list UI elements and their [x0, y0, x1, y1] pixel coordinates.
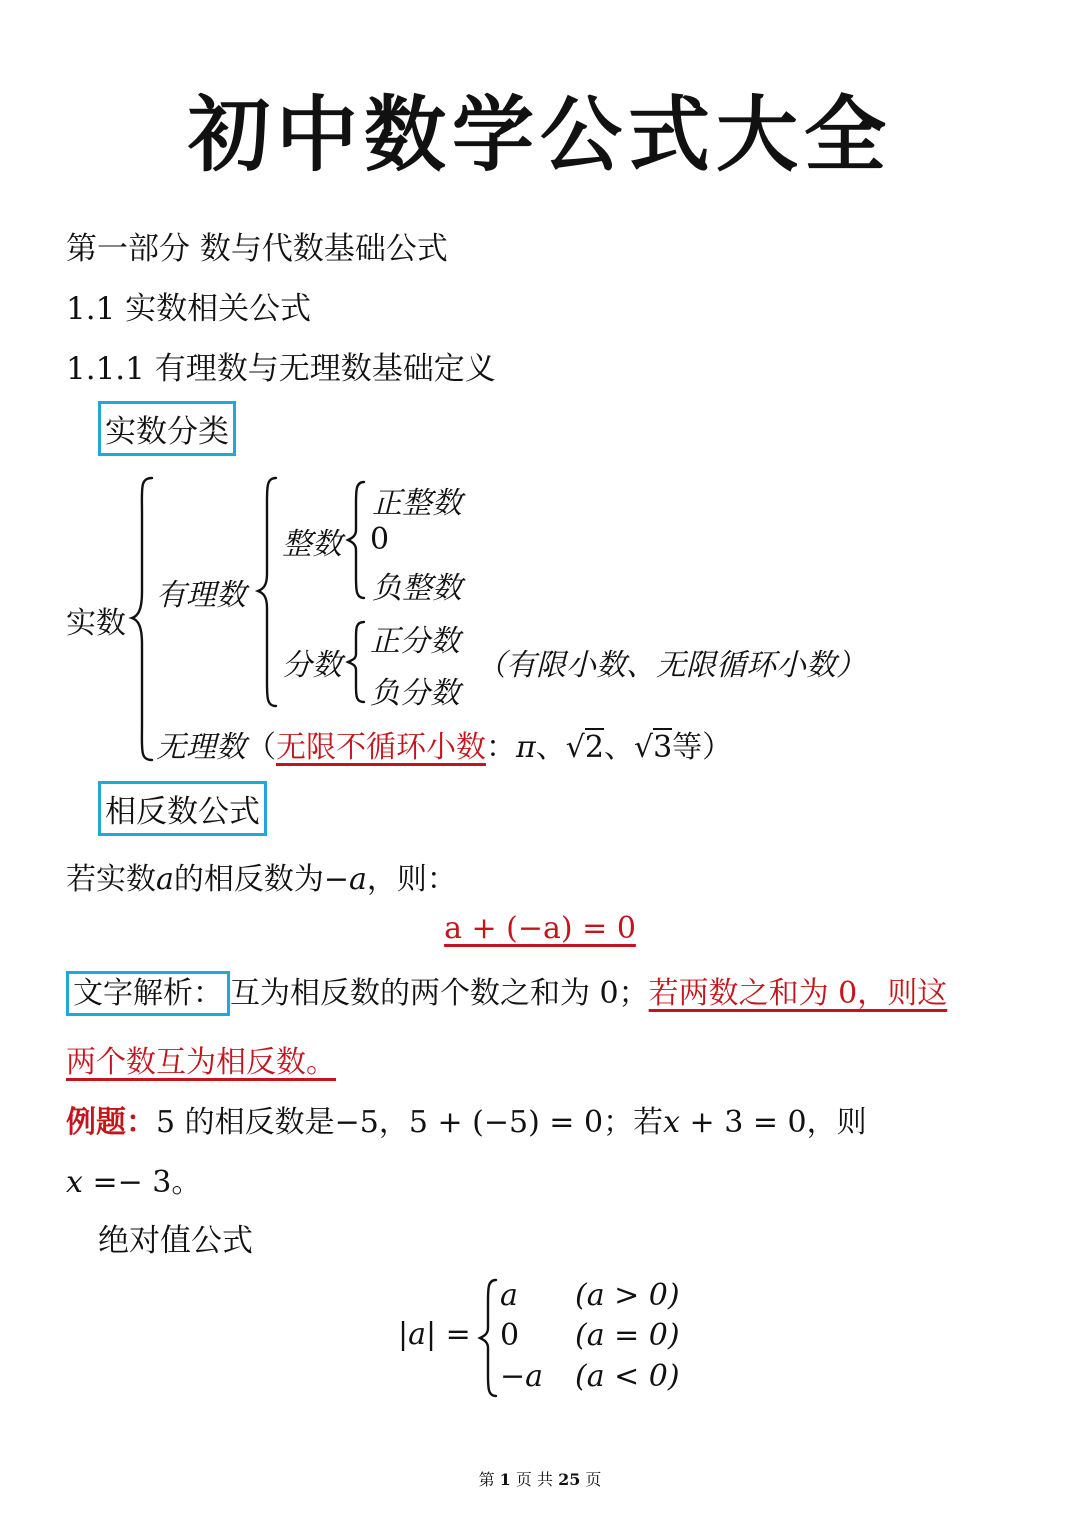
- statement-text: 若实数: [66, 862, 156, 897]
- negative-a: −a: [323, 862, 367, 897]
- sqrt2-value: 2: [584, 730, 604, 765]
- opposite-formula: a + (−a) = 0: [444, 911, 636, 946]
- footer-text: 第: [478, 1470, 500, 1489]
- fraction-label: 分数: [282, 648, 342, 683]
- irrational-colon: ：: [486, 730, 516, 765]
- variable-x: x: [663, 1105, 680, 1140]
- opposite-formula-label: 相反数公式: [98, 781, 267, 836]
- separator: 、: [603, 730, 634, 765]
- example-text: =− 3。: [82, 1165, 202, 1200]
- footer-text: 页 共: [510, 1470, 559, 1489]
- total-pages: 25: [558, 1470, 581, 1489]
- statement-text: ，则：: [366, 862, 457, 897]
- zero-label: 0: [370, 522, 390, 557]
- real-brace-icon: [128, 474, 158, 764]
- rational-label: 有理数: [156, 578, 246, 613]
- absolute-value-label: 绝对值公式: [98, 1223, 253, 1259]
- case-value: 0: [500, 1318, 520, 1353]
- fraction-note: （有限小数、无限循环小数）: [476, 648, 866, 683]
- positive-fraction-label: 正分数: [370, 624, 460, 659]
- fraction-brace-icon: [344, 618, 370, 706]
- case-value: a: [500, 1278, 518, 1313]
- example-label: 例题：: [66, 1105, 156, 1140]
- real-number-label: 实数: [66, 606, 126, 641]
- analysis-red-text: 若两数之和为 0，则这: [648, 976, 948, 1011]
- example-text: + 3 = 0，则: [680, 1105, 867, 1140]
- integer-brace-icon: [344, 478, 370, 602]
- negative-integer-label: 负整数: [372, 571, 462, 606]
- separator: 、: [535, 730, 566, 765]
- footer-text: 页: [580, 1470, 602, 1489]
- example-text: 5 的相反数是−5，5 + (−5) = 0；若: [156, 1105, 664, 1140]
- analysis-line-1: [66, 968, 947, 1012]
- variable-x: x: [66, 1165, 83, 1200]
- pi-symbol: π: [516, 730, 536, 765]
- case-condition: (a < 0): [575, 1359, 680, 1394]
- absolute-lhs: |a| =: [398, 1317, 471, 1352]
- subsection-heading: 1.1.1 有理数与无理数基础定义: [66, 351, 496, 387]
- analysis-text: 互为相反数的两个数之和为 0；: [230, 976, 649, 1011]
- case-value: −a: [500, 1359, 544, 1394]
- irrational-label: 无理数: [156, 730, 246, 765]
- irrational-end: 等）: [672, 730, 733, 765]
- example-line: [66, 1097, 867, 1141]
- case-condition: (a > 0): [575, 1278, 680, 1313]
- integer-label: 整数: [282, 527, 342, 562]
- irrational-open-paren: （: [246, 730, 276, 765]
- irrational-definition: 无限不循环小数: [276, 730, 486, 765]
- opposite-statement: [66, 854, 457, 898]
- sqrt-icon: √: [565, 730, 585, 765]
- statement-text: 的相反数为: [173, 862, 324, 897]
- page-footer: [0, 1467, 1080, 1490]
- variable-a: a: [156, 862, 174, 897]
- analysis-line-2: 两个数互为相反数。: [66, 1045, 336, 1080]
- page-number: 1: [499, 1470, 511, 1489]
- section-heading: 1.1 实数相关公式: [66, 291, 312, 327]
- absolute-brace-icon: [476, 1276, 502, 1400]
- sqrt3-value: 3: [653, 730, 673, 765]
- positive-integer-label: 正整数: [372, 486, 462, 521]
- page-title: 初中数学公式大全: [187, 88, 892, 183]
- negative-fraction-label: 负分数: [370, 676, 460, 711]
- sqrt-icon: √: [633, 730, 654, 765]
- real-classification-label: 实数分类: [98, 401, 236, 456]
- analysis-label: 文字解析：: [66, 971, 230, 1016]
- part-heading: 第一部分 数与代数基础公式: [66, 231, 448, 267]
- irrational-line: [156, 722, 732, 766]
- case-condition: (a = 0): [575, 1318, 680, 1353]
- example-line-2: [66, 1157, 201, 1201]
- rational-brace-icon: [254, 474, 282, 710]
